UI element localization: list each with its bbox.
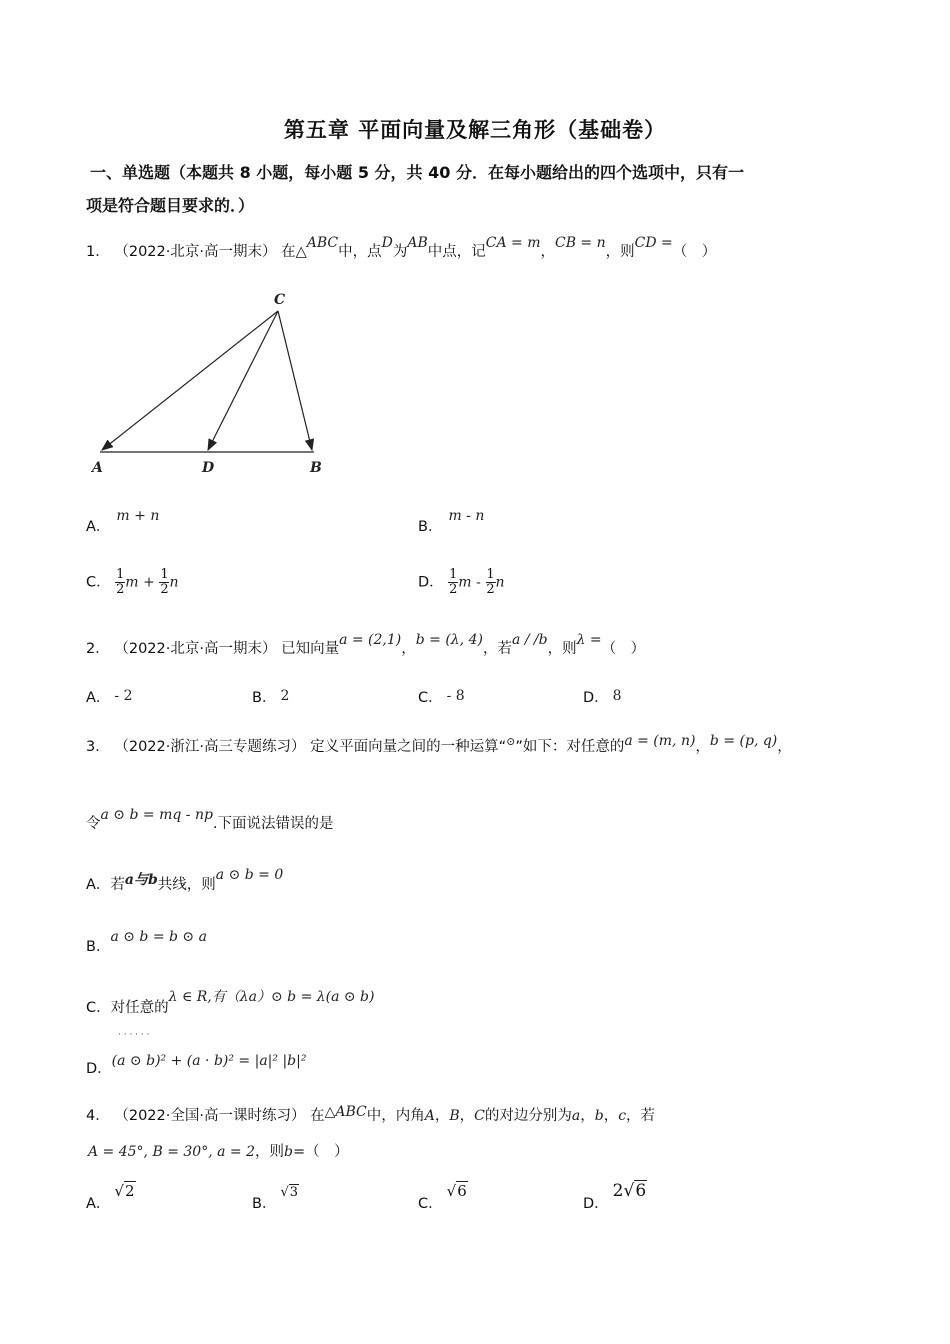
q3-vector-a: a = (m, n) (624, 733, 696, 749)
numerator: 1 (486, 567, 495, 582)
question-3-stem-line2 (86, 807, 334, 833)
q4-side-a: a (571, 1108, 581, 1124)
q4-side-b: b (594, 1108, 604, 1124)
option-expression: m + n (116, 508, 160, 524)
q1-option-a[interactable] (86, 508, 160, 536)
q4-conditions: A = 45°, B = 30°, a = 2 (88, 1144, 255, 1160)
vector-cd-arrow (208, 311, 278, 450)
sqrt-radicand: 3 (289, 1185, 299, 1200)
option-expression: a ⊙ b = 0 (215, 867, 284, 883)
q3-text: 定义平面向量之间的一种运算“ (310, 739, 507, 755)
option-text: 共线，则 (157, 877, 216, 893)
q1-text: 中点，记 (427, 244, 486, 260)
q4-option-b[interactable] (252, 1185, 299, 1213)
label-c: C (274, 292, 286, 308)
sqrt-coefficient: 2 (612, 1181, 624, 1201)
odot-symbol: ⊙ (506, 735, 516, 748)
sqrt-expression: √6 (446, 1182, 467, 1200)
q2-option-d[interactable] (583, 686, 622, 707)
q1-triangle-abc: ABC (306, 235, 339, 251)
q1-option-d[interactable] (418, 568, 505, 597)
question-4-stem-line2 (88, 1140, 349, 1161)
vector-m: m (458, 574, 472, 591)
sqrt-expression: 2√6 (612, 1181, 647, 1201)
q3-text: 令 (86, 816, 101, 832)
option-expression: λ ∈ R,有（λa）⊙ b = λ(a ⊙ b) (168, 989, 375, 1005)
q3-number: 3． (86, 739, 110, 755)
option-label: B． (86, 939, 111, 955)
fraction-half (448, 568, 458, 597)
vector-m: m (125, 574, 139, 591)
option-label: A． (86, 1196, 111, 1212)
q3-option-d-dots: · · · · · · (118, 1030, 150, 1040)
operator: + (143, 574, 155, 591)
section-header-line1: 一、单选题（本题共 8 小题，每小题 5 分，共 40 分．在每小题给出的四个选项中，只有一 (90, 163, 744, 182)
q1-vector-ca: CA = m (485, 235, 541, 251)
q3-option-c[interactable] (86, 989, 375, 1017)
q3-option-d[interactable] (86, 1053, 307, 1078)
q4-angle-a: A (424, 1108, 435, 1124)
vector-cb-arrow (278, 311, 312, 450)
q1-source: （2022·北京·高一期末） (114, 244, 277, 260)
option-label: D． (418, 574, 444, 591)
option-expression: a ⊙ b = b ⊙ a (110, 929, 207, 945)
option-label: D． (86, 1061, 112, 1077)
q1-text: 在△ (281, 244, 307, 260)
section-header-line2: 项是符合题目要求的．） (86, 196, 255, 215)
option-vectors: a与b (124, 872, 158, 888)
q4-text: ，若 (626, 1108, 656, 1124)
q4-side-c: c (618, 1108, 627, 1124)
question-1-stem (86, 235, 717, 261)
question-3-stem (86, 735, 792, 756)
q3-definition: a ⊙ b = mq - np (100, 807, 213, 823)
option-label: C． (418, 1196, 443, 1212)
option-label: C． (86, 1000, 111, 1016)
q2-vector-a: a = (2,1) (339, 632, 402, 648)
q3-text: ， (695, 739, 710, 755)
q1-text: ，则 (605, 244, 635, 260)
q3-text: .下面说法错误的是 (212, 816, 334, 832)
fraction-half (159, 568, 169, 597)
q2-number: 2． (86, 641, 110, 657)
q1-vector-cb: CB = n (554, 235, 606, 251)
label-b: B (310, 460, 322, 476)
option-label: D． (583, 690, 609, 706)
q4-text: 在 (310, 1108, 325, 1124)
q1-text: 为 (392, 244, 408, 260)
q4-option-c[interactable] (418, 1182, 467, 1213)
q2-parallel: a / /b (511, 632, 548, 648)
q2-source: （2022·北京·高一期末） (114, 641, 277, 657)
q3-text: ， (777, 739, 792, 755)
option-expression: (a ⊙ b)² + (a · b)² = |a|² |b|² (111, 1053, 307, 1069)
q2-option-b[interactable] (252, 686, 290, 707)
option-label: B． (252, 690, 277, 706)
question-2-stem (86, 632, 646, 658)
sqrt-radicand: 2 (124, 1182, 135, 1200)
q1-triangle-figure (88, 288, 338, 480)
q1-point-d: D (381, 235, 393, 251)
option-label: B． (418, 519, 443, 535)
q4-text: ， (603, 1108, 619, 1124)
q4-text: 中，内角 (366, 1108, 425, 1124)
vector-ca-arrow (102, 311, 278, 450)
q4-source: （2022·全国·高一课时练习） (114, 1108, 306, 1124)
label-d: D (202, 460, 215, 476)
q3-option-a[interactable] (86, 867, 284, 894)
option-value: - 2 (114, 688, 133, 704)
q3-option-b[interactable] (86, 929, 207, 956)
q1-text: ， (540, 244, 555, 260)
vector-n: n (169, 574, 179, 591)
q2-option-a[interactable] (86, 686, 133, 707)
option-text: 对任意的 (110, 1000, 169, 1016)
sqrt-radicand: 6 (457, 1182, 467, 1200)
q4-text: ， (434, 1108, 450, 1124)
label-a: A (92, 460, 103, 476)
q1-option-b[interactable] (418, 508, 485, 536)
q1-vector-cd: CD = (634, 235, 673, 251)
question-4-stem (86, 1104, 655, 1125)
option-label: C． (86, 574, 111, 591)
numerator: 1 (449, 567, 458, 582)
denominator: 2 (160, 582, 169, 597)
vector-n: n (495, 574, 505, 591)
option-label: A． (86, 519, 111, 535)
q2-lambda: λ = (576, 632, 602, 648)
q3-vector-b: b = (p, q) (709, 733, 778, 749)
numerator: 1 (116, 567, 125, 582)
sqrt-expression: √3 (280, 1185, 299, 1200)
page-title: 第五章 平面向量及解三角形（基础卷） (283, 118, 667, 142)
q4-angle-b: B (449, 1108, 460, 1124)
q2-text: ， (401, 641, 416, 657)
option-label: B． (252, 1196, 277, 1212)
option-label: D． (583, 1196, 609, 1212)
q1-text: 中，点 (338, 244, 382, 260)
q1-number: 1． (86, 244, 110, 260)
option-value: 2 (280, 688, 290, 704)
q4-angle-c: C (474, 1108, 485, 1124)
numerator: 1 (160, 567, 169, 582)
q4-text: 的对边分别为 (484, 1108, 572, 1124)
q4-side-b: b (283, 1144, 293, 1160)
q1-answer-blank: （ ） (672, 244, 717, 260)
q1-segment-ab: AB (407, 235, 428, 251)
q4-option-d[interactable] (583, 1181, 647, 1213)
q1-option-c[interactable] (86, 568, 179, 597)
q4-triangle: △ABC (324, 1104, 367, 1120)
q2-text: ，则 (547, 641, 577, 657)
q2-answer-blank: （ ） (601, 641, 646, 657)
option-label: A． (86, 877, 111, 893)
option-value: - 8 (446, 688, 465, 704)
option-text: 若 (110, 877, 125, 893)
sqrt-radicand: 6 (635, 1181, 647, 1201)
option-label: A． (86, 690, 111, 706)
denominator: 2 (449, 582, 458, 597)
denominator: 2 (486, 582, 495, 597)
q4-text: ， (459, 1108, 475, 1124)
q2-text: 已知向量 (281, 641, 340, 657)
q2-option-c[interactable] (418, 686, 465, 707)
denominator: 2 (116, 582, 125, 597)
option-label: C． (418, 690, 443, 706)
q4-text: ，则 (254, 1144, 284, 1160)
q2-text: ，若 (482, 641, 512, 657)
q2-vector-b: b = (λ, 4) (415, 632, 483, 648)
q4-answer-blank: =（ ） (292, 1144, 349, 1160)
q4-text: ， (580, 1108, 595, 1124)
q3-source: （2022·浙江·高三专题练习） (114, 739, 306, 755)
sqrt-expression: √2 (114, 1182, 135, 1200)
fraction-half (115, 568, 125, 597)
q4-number: 4． (86, 1108, 110, 1124)
q4-option-a[interactable] (86, 1182, 135, 1213)
option-expression: m - n (448, 508, 485, 524)
fraction-half (486, 568, 496, 597)
q3-text: ”如下：对任意的 (515, 739, 625, 755)
operator: - (476, 574, 481, 591)
option-value: 8 (612, 688, 622, 704)
